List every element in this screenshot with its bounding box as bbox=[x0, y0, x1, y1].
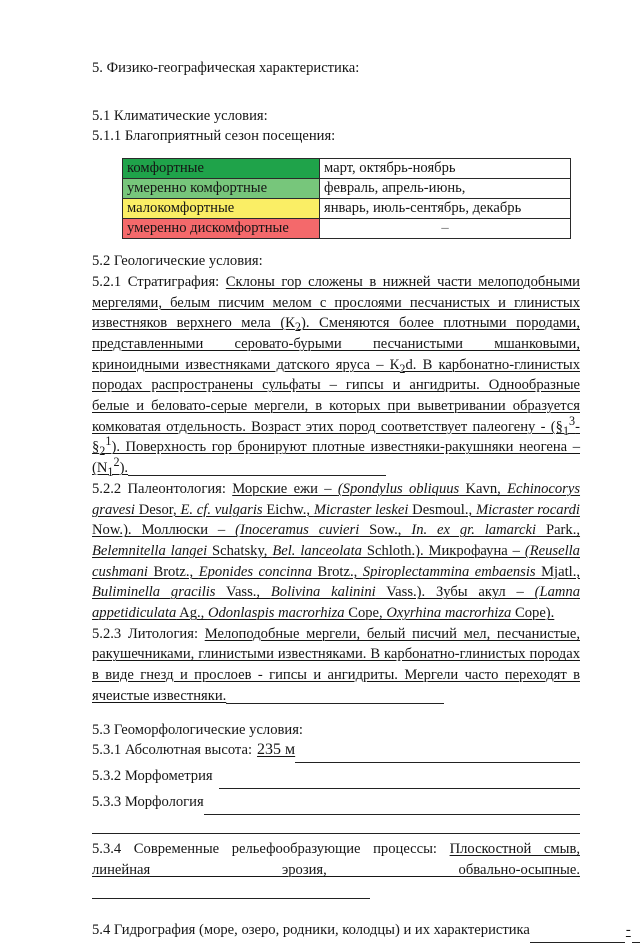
para-lithology-answer: Мелоподобные мергели, белый писчий мел, песчанистые, ракушечниками, глинистыми известняками. В карбонатно-глинистых породах в виде гнезд и прослоев - гипсы и ангидриты. Мергели часто переходят в ячеистые известняки. bbox=[92, 625, 580, 704]
para-lithology bbox=[92, 624, 580, 707]
comfort-level-cell: малокомфортные bbox=[123, 199, 320, 219]
section-5-1-heading: 5.1 Климатические условия: bbox=[92, 107, 268, 124]
para-paleontology-label: 5.2.2 Палеонтология: bbox=[92, 480, 226, 497]
blank-underscore bbox=[632, 942, 640, 943]
months-cell: – bbox=[320, 219, 571, 239]
field-morphometry-label: 5.3.2 Морфометрия bbox=[92, 768, 213, 785]
para-relief-processes bbox=[92, 839, 580, 901]
table-row bbox=[123, 199, 571, 219]
months-cell: февраль, апрель-июнь, bbox=[320, 179, 571, 199]
para-paleontology bbox=[92, 479, 580, 624]
field-absolute-height-value: 235 м bbox=[257, 741, 296, 759]
table-row bbox=[123, 179, 571, 199]
page-title: 5. Физико-географическая характеристика: bbox=[92, 60, 360, 76]
para-stratigraphy-label: 5.2.1 Стратиграфия: bbox=[92, 273, 220, 290]
comfort-level-cell: умеренно дискомфортные bbox=[123, 219, 320, 239]
section-5-2-heading: 5.2 Геологические условия: bbox=[92, 253, 263, 270]
field-hydrography-label: 5.4 Гидрография (море, озеро, родники, колодцы) и их характеристика bbox=[92, 922, 530, 939]
blank-underscore bbox=[128, 470, 386, 476]
months-cell: март, октябрь-ноябрь bbox=[320, 159, 571, 179]
field-absolute-height bbox=[92, 740, 580, 766]
field-hydrography-dash: - bbox=[625, 922, 631, 939]
field-absolute-height-label: 5.3.1 Абсолютная высота: bbox=[92, 742, 253, 759]
blank-underscore bbox=[295, 762, 580, 763]
field-hydrography bbox=[92, 920, 631, 946]
blank-underscore bbox=[92, 893, 370, 899]
blank-underscore bbox=[226, 698, 444, 704]
blank-line bbox=[92, 832, 580, 834]
table-row bbox=[123, 219, 571, 239]
section-5-1-1-heading: 5.1.1 Благоприятный сезон посещения: bbox=[92, 128, 336, 145]
para-relief-processes-label: 5.3.4 Современные рельефообразующие процессы: bbox=[92, 841, 437, 858]
para-stratigraphy bbox=[92, 272, 580, 479]
para-paleontology-answer: Морские ежи – (Spondylus obliquus Kavn, Echinocorys gravesi Desor, E. cf. vulgaris Eichw., Micraster leskei Desmoul., Micraster rocardi Now.). Моллюски – (Inoceramus cuvieri Sow., In. ex gr. lamarcki Park., Belemnitella langei Schatsky, Bel. lanceolata Schloth.). Микрофауна – (Reusella cushmani Brotz., Eponides concinna Brotz., Spiroplectammina embaensis Mjatl., Buliminella gracilis Vass., Bolivina kalinini Vass.). Зубы акул – (Lamna appetidiculata Ag., Odonlaspis macrorhiza Cope, Oxyrhina macrorhiza Cope). bbox=[92, 480, 581, 622]
para-relief-processes-answer: Плоскостной смыв, линейная эрозия, обвально-осыпные. bbox=[92, 841, 580, 878]
blank-underscore bbox=[204, 814, 580, 815]
comfort-level-cell: комфортные bbox=[123, 159, 320, 179]
field-morphometry bbox=[92, 766, 580, 792]
months-cell: январь, июль-сентябрь, декабрь bbox=[320, 199, 571, 219]
field-morphology-label: 5.3.3 Морфология bbox=[92, 794, 204, 811]
comfort-level-cell: умеренно комфортные bbox=[123, 179, 320, 199]
comfort-season-table bbox=[122, 158, 571, 239]
section-5-3-heading: 5.3 Геоморфологические условия: bbox=[92, 721, 303, 738]
para-lithology-label: 5.2.3 Литология: bbox=[92, 625, 199, 642]
blank-underscore bbox=[530, 942, 625, 943]
table-row bbox=[123, 159, 571, 179]
blank-underscore bbox=[219, 788, 580, 789]
para-stratigraphy-answer: Склоны гор сложены в нижней части мелоподобными мергелями, белым писчим мелом с прослоями песчанистых и глинистых известняков верхнего мела $(К_2)$. Сменяются более плотными породами, представленными серовато-бурыми песчанистыми мшанковыми, криноидными известняками датского яруса – $К_2d$. В карбонатно-глинистых породах распространены сульфаты – гипсы и ангидриты. Однообразные белые и беловато-серые мергели, в которых при выветривании образуется комковатая отдельность. Возраст этих пород соответствует палеогену - $(\S_1^3-\S_2^1)$. Поверхность гор бронируют плотные известняки-ракушняки неогена – $(N_1^2)$. bbox=[92, 273, 580, 480]
field-morphology bbox=[92, 792, 580, 818]
